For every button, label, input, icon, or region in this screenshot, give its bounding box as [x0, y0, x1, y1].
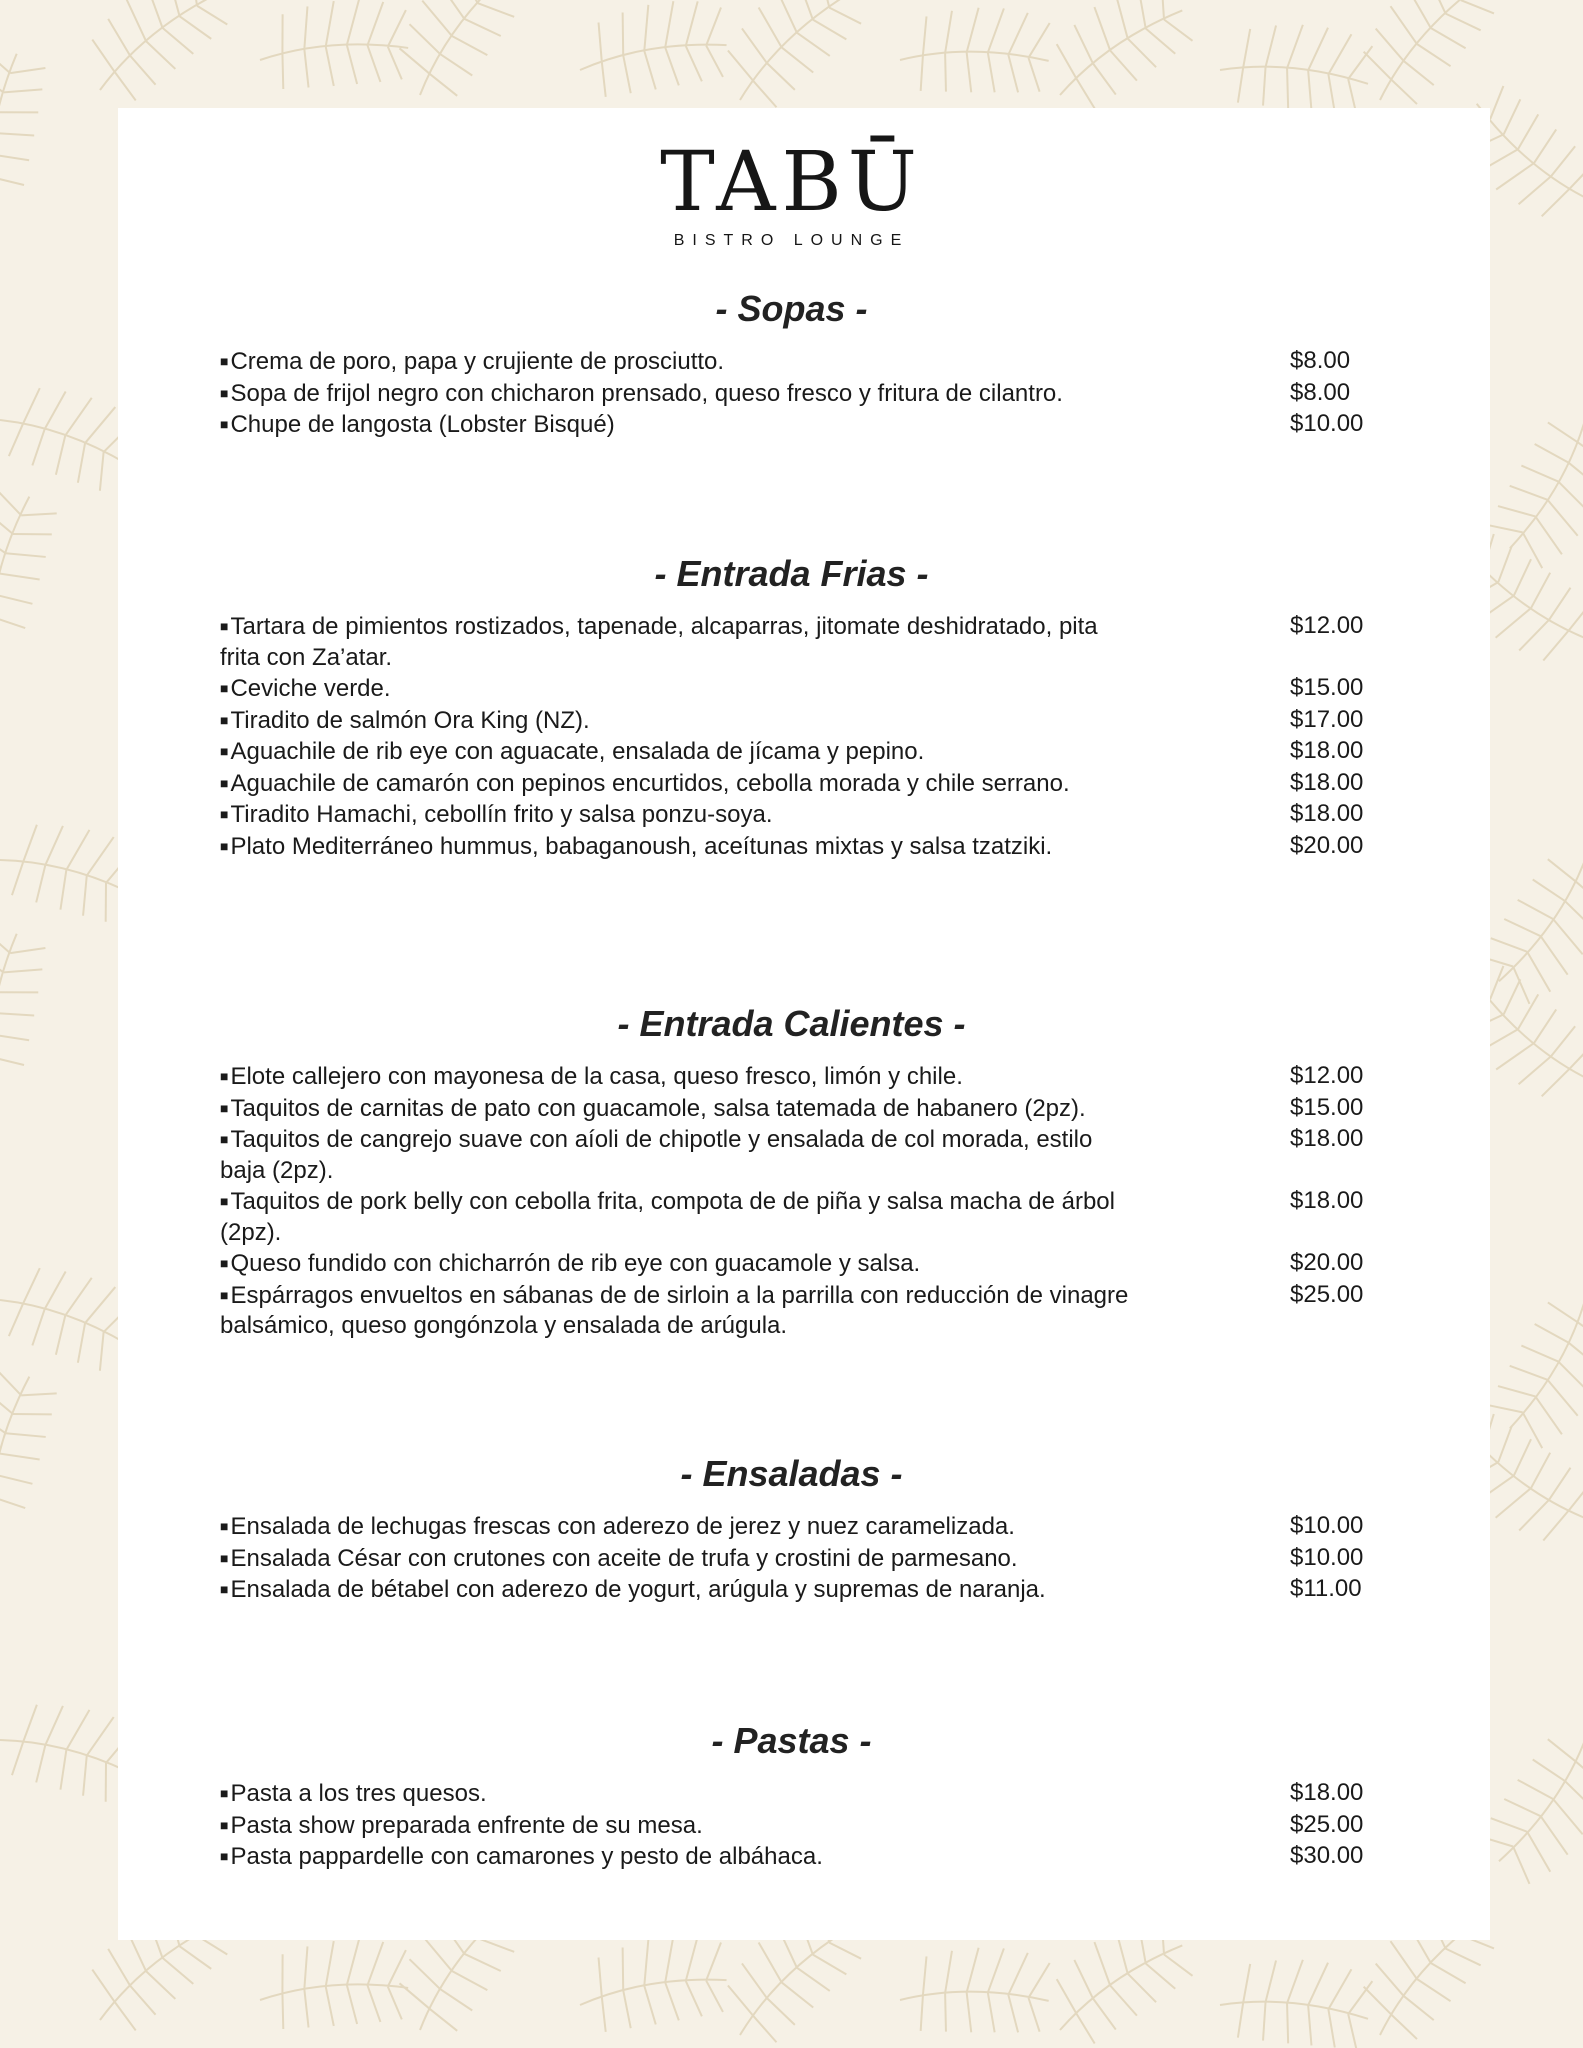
- menu-item: [220, 1124, 1370, 1186]
- section-entrada-calientes: [0, 999, 1583, 1342]
- item-price: $18.00: [1290, 1187, 1364, 1214]
- bullet-icon: ■: [220, 743, 229, 759]
- item-description: Ensalada de lechugas frescas con aderezo de jerez y nuez caramelizada.: [230, 1513, 1015, 1540]
- section-title: - Entrada Frias -: [654, 553, 929, 594]
- item-description: Taquitos de carnitas de pato con guacamole, salsa tatemada de habanero (2pz).: [230, 1094, 1086, 1122]
- menu-item: [220, 1511, 1370, 1543]
- bullet-icon: ■: [220, 1255, 229, 1271]
- bullet-icon: ■: [220, 353, 229, 369]
- bullet-icon: ■: [220, 1286, 229, 1303]
- bullet-icon: ■: [220, 1816, 229, 1833]
- menu-item: [220, 409, 1370, 441]
- bullet-icon: ■: [220, 680, 229, 696]
- menu-item: [220, 1248, 1370, 1280]
- item-description: Plato Mediterráneo hummus, babaganoush, aceítunas mixtas y salsa tzatziki.: [230, 832, 1053, 860]
- menu-item: [220, 1061, 1370, 1093]
- bullet-icon: ■: [220, 806, 229, 822]
- menu-item: [220, 736, 1370, 768]
- item-price: $15.00: [1290, 1093, 1364, 1121]
- bullet-icon: ■: [220, 416, 229, 432]
- item-description: Tartara de pimientos rostizados, tapenade, alcaparras, jitomate deshidratado, pita frita con Za’atar.: [220, 613, 1098, 671]
- item-price: $10.00: [1290, 1512, 1364, 1539]
- item-description: Crema de poro, papa y crujiente de prosciutto.: [230, 348, 725, 375]
- item-price: $20.00: [1290, 1249, 1364, 1276]
- menu-item: [220, 1810, 1370, 1842]
- item-price: $20.00: [1290, 831, 1364, 859]
- menu-item: [220, 346, 1370, 378]
- item-price: $18.00: [1290, 1779, 1364, 1806]
- menu-item: [220, 1280, 1370, 1342]
- item-description: Taquitos de cangrejo suave con aíoli de chipotle y ensalada de col morada, estilo baja (2pz).: [220, 1126, 1093, 1184]
- brand-tagline: BISTRO LOUNGE: [673, 232, 910, 249]
- item-description: Sopa de frijol negro con chicharon prensado, queso fresco y fritura de cilantro.: [230, 379, 1063, 407]
- bullet-icon: ■: [220, 1131, 229, 1147]
- menu-item: [220, 673, 1370, 705]
- menu-item: [220, 1093, 1370, 1125]
- bullet-icon: ■: [220, 618, 229, 634]
- item-description: Ceviche verde.: [230, 675, 391, 702]
- item-price: $25.00: [1290, 1810, 1364, 1838]
- item-price: $11.00: [1290, 1575, 1362, 1602]
- item-price: $17.00: [1290, 705, 1364, 733]
- section-title: - Entrada Calientes -: [617, 1003, 966, 1044]
- section-entrada-frias: [0, 549, 1583, 862]
- section-title: - Pastas -: [711, 1720, 872, 1761]
- item-description: Taquitos de pork belly con cebolla frita, compota de de piña y salsa macha de árbol (2pz).: [220, 1188, 1115, 1246]
- bullet-icon: ■: [220, 1848, 229, 1864]
- item-description: Ensalada César con crutones con aceite de trufa y crostini de parmesano.: [230, 1544, 1018, 1572]
- menu-item: [220, 1186, 1370, 1248]
- item-description: Espárragos envueltos en sábanas de de sirloin a la parrilla con reducción de vinagre balsámico, queso gongónzola y ensalada de arúgula.: [220, 1281, 1129, 1339]
- item-description: Chupe de langosta (Lobster Bisqué): [230, 411, 615, 438]
- item-price: $8.00: [1290, 347, 1351, 374]
- item-description: Aguachile de rib eye con aguacate, ensalada de jícama y pepino.: [230, 738, 925, 765]
- item-description: Ensalada de bétabel con aderezo de yogurt, arúgula y supremas de naranja.: [230, 1576, 1046, 1603]
- item-price: $8.00: [1290, 378, 1351, 406]
- item-price: $18.00: [1290, 768, 1364, 796]
- item-description: Pasta pappardelle con camarones y pesto de albáhaca.: [230, 1843, 823, 1870]
- bullet-icon: ■: [220, 1068, 229, 1084]
- menu-item: [220, 831, 1370, 863]
- bullet-icon: ■: [220, 711, 229, 728]
- section-title: - Ensaladas -: [680, 1453, 903, 1494]
- section-pastas: [0, 1716, 1583, 1873]
- item-description: Aguachile de camarón con pepinos encurtidos, cebolla morada y chile serrano.: [230, 769, 1070, 797]
- bullet-icon: ■: [220, 1518, 229, 1534]
- bullet-icon: ■: [220, 1193, 229, 1209]
- bullet-icon: ■: [220, 774, 229, 791]
- bullet-icon: ■: [220, 1581, 229, 1597]
- section-ensaladas: [0, 1449, 1583, 1606]
- item-price: $10.00: [1290, 1543, 1364, 1571]
- item-price: $10.00: [1290, 410, 1364, 437]
- item-description: Pasta a los tres quesos.: [230, 1780, 487, 1807]
- item-price: $15.00: [1290, 674, 1364, 701]
- menu-item: [220, 1543, 1370, 1575]
- menu-item: [220, 1841, 1370, 1873]
- menu-item: [220, 768, 1370, 800]
- item-description: Pasta show preparada enfrente de su mesa.: [230, 1811, 703, 1839]
- item-price: $30.00: [1290, 1842, 1364, 1869]
- menu-item: [220, 799, 1370, 831]
- item-description: Elote callejero con mayonesa de la casa, queso fresco, limón y chile.: [230, 1063, 963, 1090]
- item-price: $25.00: [1290, 1280, 1364, 1308]
- menu-item: [220, 611, 1370, 673]
- item-price: $12.00: [1290, 1062, 1364, 1089]
- item-description: Queso fundido con chicharrón de rib eye con guacamole y salsa.: [230, 1250, 921, 1277]
- bullet-icon: ■: [220, 1785, 229, 1801]
- bullet-icon: ■: [220, 1099, 229, 1116]
- section-sopas: [0, 284, 1583, 441]
- bullet-icon: ■: [220, 384, 229, 401]
- menu-item: [220, 378, 1370, 410]
- item-price: $18.00: [1290, 1125, 1364, 1152]
- item-description: Tiradito Hamachi, cebollín frito y salsa ponzu-soya.: [230, 801, 773, 828]
- item-price: $18.00: [1290, 800, 1364, 827]
- section-title: - Sopas -: [715, 288, 868, 329]
- bullet-icon: ■: [220, 837, 229, 854]
- item-price: $12.00: [1290, 612, 1364, 639]
- menu-item: [220, 705, 1370, 737]
- menu-item: [220, 1778, 1370, 1810]
- brand-logo: TABŪ: [660, 135, 923, 230]
- menu-item: [220, 1574, 1370, 1606]
- bullet-icon: ■: [220, 1549, 229, 1566]
- item-description: Tiradito de salmón Ora King (NZ).: [230, 706, 590, 734]
- item-price: $18.00: [1290, 737, 1364, 764]
